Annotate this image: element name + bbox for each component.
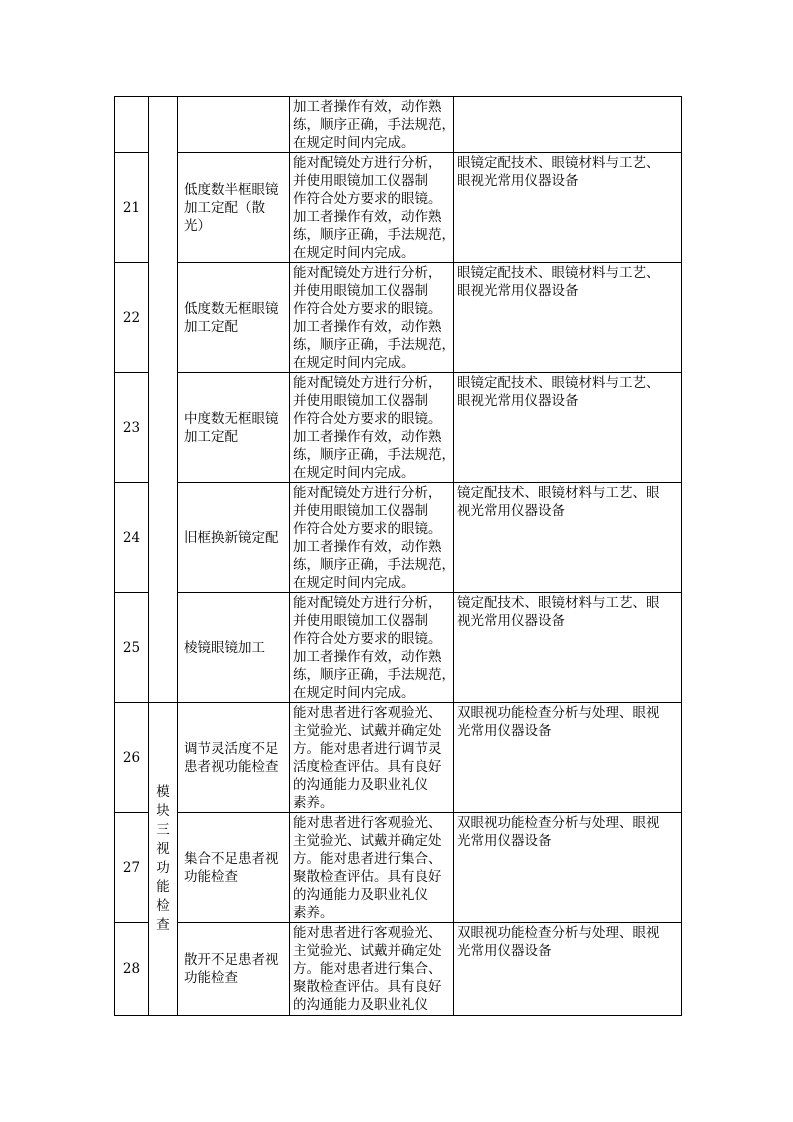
course-line: 光常用仪器设备: [457, 833, 552, 849]
table-row: [115, 97, 682, 153]
requirement-line: 方。能对患者进行集合、: [293, 961, 442, 977]
project-table: [114, 96, 682, 1016]
requirement-line: 能对配镜处方进行分析，: [293, 155, 442, 171]
requirement-line: 主觉验光、试戴并确定处: [293, 833, 442, 849]
row-number: 25: [115, 593, 149, 703]
course-line: 眼视光常用仪器设备: [457, 283, 579, 299]
project-name: 低度数半框眼镜加工定配（散光）: [178, 153, 290, 263]
course-line: 眼视光常用仪器设备: [457, 173, 579, 189]
project-requirement: [290, 593, 454, 703]
requirement-line: 在规定时间内完成。: [293, 245, 415, 261]
requirement-line: 素养。: [293, 795, 334, 811]
course-line: 眼视光常用仪器设备: [457, 393, 579, 409]
course-line: 镜定配技术、眼镜材料与工艺、眼: [457, 595, 660, 611]
project-name: 低度数无框眼镜加工定配: [178, 263, 290, 373]
requirement-line: 练，顺序正确，手法规范，: [293, 227, 455, 243]
course-line: 视光常用仪器设备: [457, 613, 565, 629]
row-number: [115, 97, 149, 153]
project-requirement: [290, 483, 454, 593]
requirement-line: 的沟通能力及职业礼仪: [293, 887, 428, 903]
project-name: 调节灵活度不足患者视功能检查: [178, 703, 290, 813]
row-number: 23: [115, 373, 149, 483]
requirement-line: 加工者操作有效，动作熟: [293, 319, 442, 335]
requirement-line: 加工者操作有效，动作熟: [293, 429, 442, 445]
requirement-line: 在规定时间内完成。: [293, 135, 415, 151]
table-row: [115, 373, 682, 483]
course-line: 双眼视功能检查分析与处理、眼视: [457, 815, 660, 831]
related-courses: [454, 373, 682, 483]
requirement-line: 作符合处方要求的眼镜。: [293, 521, 442, 537]
requirement-line: 在规定时间内完成。: [293, 465, 415, 481]
course-line: 光常用仪器设备: [457, 723, 552, 739]
requirement-line: 练，顺序正确，手法规范，: [293, 337, 455, 353]
requirement-line: 在规定时间内完成。: [293, 575, 415, 591]
requirement-line: 主觉验光、试戴并确定处: [293, 723, 442, 739]
requirement-line: 在规定时间内完成。: [293, 355, 415, 371]
requirement-line: 素养。: [293, 905, 334, 921]
table-row: [115, 813, 682, 923]
row-number: 27: [115, 813, 149, 923]
project-name: 集合不足患者视功能检查: [178, 813, 290, 923]
course-line: 双眼视功能检查分析与处理、眼视: [457, 705, 660, 721]
requirement-line: 练，顺序正确，手法规范，: [293, 117, 455, 133]
requirement-line: 方。能对患者进行集合、: [293, 851, 442, 867]
related-courses: [454, 97, 682, 153]
course-line: 眼镜定配技术、眼镜材料与工艺、: [457, 375, 660, 391]
requirement-line: 并使用眼镜加工仪器制: [293, 173, 428, 189]
requirement-line: 并使用眼镜加工仪器制: [293, 283, 428, 299]
requirement-line: 练，顺序正确，手法规范，: [293, 447, 455, 463]
requirement-line: 加工者操作有效，动作熟: [293, 99, 442, 115]
row-number: 22: [115, 263, 149, 373]
requirement-line: 作符合处方要求的眼镜。: [293, 191, 442, 207]
requirement-line: 作符合处方要求的眼镜。: [293, 411, 442, 427]
requirement-line: 加工者操作有效，动作熟: [293, 649, 442, 665]
table-row: [115, 923, 682, 1016]
related-courses: [454, 703, 682, 813]
project-requirement: [290, 153, 454, 263]
project-requirement: [290, 703, 454, 813]
requirement-line: 能对患者进行客观验光、: [293, 815, 442, 831]
requirement-line: 活度检查评估。具有良好: [293, 759, 442, 775]
module-three-label: 模块三视功能检查: [156, 784, 170, 933]
related-courses: [454, 813, 682, 923]
table-row: [115, 483, 682, 593]
requirement-line: 的沟通能力及职业礼仪: [293, 777, 428, 793]
project-requirement: [290, 263, 454, 373]
requirement-line: 在规定时间内完成。: [293, 685, 415, 701]
table-row: [115, 593, 682, 703]
requirement-line: 能对配镜处方进行分析，: [293, 595, 442, 611]
requirement-line: 作符合处方要求的眼镜。: [293, 301, 442, 317]
course-line: 双眼视功能检查分析与处理、眼视: [457, 925, 660, 941]
requirement-line: 方。能对患者进行调节灵: [293, 741, 442, 757]
requirement-line: 能对患者进行客观验光、: [293, 925, 442, 941]
course-line: 镜定配技术、眼镜材料与工艺、眼: [457, 485, 660, 501]
requirement-line: 并使用眼镜加工仪器制: [293, 393, 428, 409]
requirement-line: 并使用眼镜加工仪器制: [293, 503, 428, 519]
table-row: [115, 153, 682, 263]
requirement-line: 聚散检查评估。具有良好: [293, 869, 442, 885]
requirement-line: 练，顺序正确，手法规范，: [293, 667, 455, 683]
project-requirement: [290, 923, 454, 1016]
requirement-line: 的沟通能力及职业礼仪: [293, 997, 428, 1013]
table-row: [115, 703, 682, 813]
project-requirement: [290, 813, 454, 923]
requirement-line: 加工者操作有效，动作熟: [293, 539, 442, 555]
row-number: 21: [115, 153, 149, 263]
related-courses: [454, 153, 682, 263]
row-number: 26: [115, 703, 149, 813]
course-line: 光常用仪器设备: [457, 943, 552, 959]
requirement-line: 能对患者进行客观验光、: [293, 705, 442, 721]
requirement-line: 并使用眼镜加工仪器制: [293, 613, 428, 629]
project-name: [178, 97, 290, 153]
related-courses: [454, 263, 682, 373]
related-courses: [454, 923, 682, 1016]
course-line: 眼镜定配技术、眼镜材料与工艺、: [457, 155, 660, 171]
requirement-line: 练，顺序正确，手法规范，: [293, 557, 455, 573]
module-three-cell: [149, 703, 178, 1016]
requirement-line: 加工者操作有效，动作熟: [293, 209, 442, 225]
course-line: 视光常用仪器设备: [457, 503, 565, 519]
course-line: 眼镜定配技术、眼镜材料与工艺、: [457, 265, 660, 281]
project-name: 散开不足患者视功能检查: [178, 923, 290, 1016]
requirement-line: 能对配镜处方进行分析，: [293, 265, 442, 281]
table-row: [115, 263, 682, 373]
requirement-line: 聚散检查评估。具有良好: [293, 979, 442, 995]
project-name: 中度数无框眼镜加工定配: [178, 373, 290, 483]
row-number: 28: [115, 923, 149, 1016]
requirement-line: 作符合处方要求的眼镜。: [293, 631, 442, 647]
requirement-line: 主觉验光、试戴并确定处: [293, 943, 442, 959]
row-number: 24: [115, 483, 149, 593]
requirement-line: 能对配镜处方进行分析，: [293, 485, 442, 501]
project-requirement: [290, 373, 454, 483]
project-name: 棱镜眼镜加工: [178, 593, 290, 703]
related-courses: [454, 593, 682, 703]
project-name: 旧框换新镜定配: [178, 483, 290, 593]
module-column-blank: [149, 97, 178, 703]
requirement-line: 能对配镜处方进行分析，: [293, 375, 442, 391]
project-requirement: [290, 97, 454, 153]
related-courses: [454, 483, 682, 593]
